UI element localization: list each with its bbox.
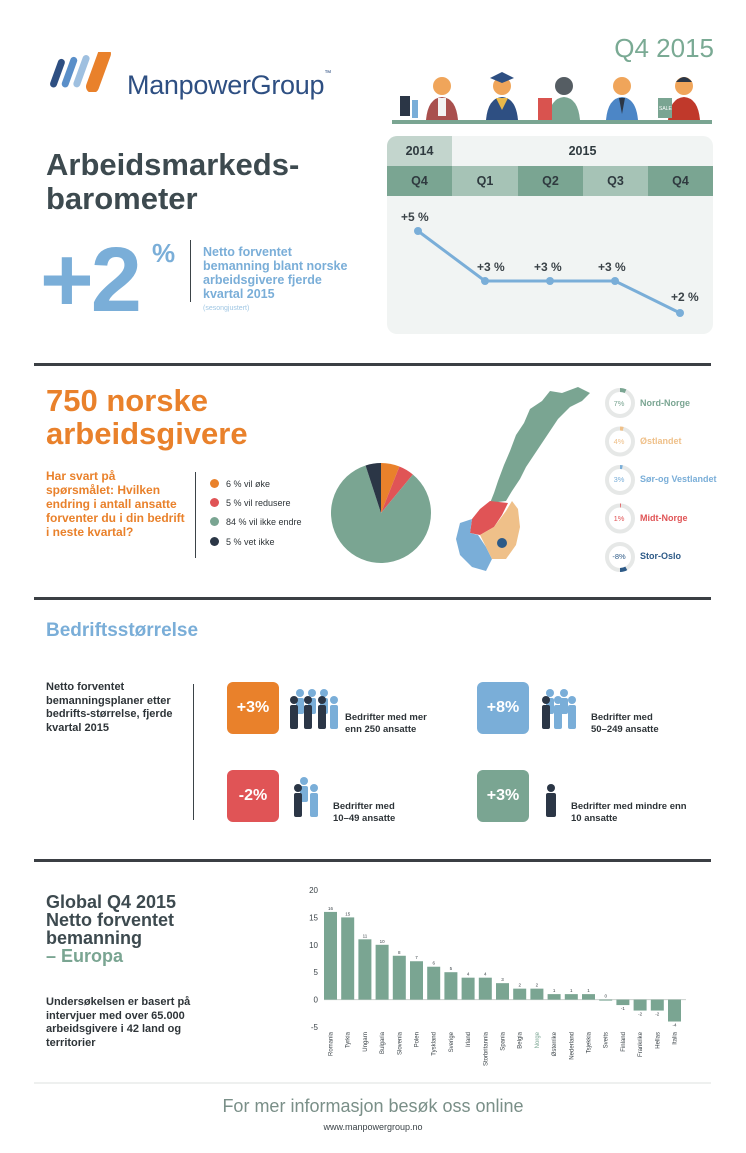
trend-value: +2 %	[671, 290, 699, 304]
quarter-label: Q3	[583, 166, 648, 196]
report-quarter: Q4 2015	[614, 33, 714, 63]
company-size-description: Netto forventet bemanningsplaner etter bedrifts-størrelse, fjerde kvartal 2015	[46, 681, 173, 734]
region-label-nord-norge: Nord-Norge	[640, 398, 690, 408]
people-large-icon	[286, 688, 342, 737]
global-title: Global Q4 2015 Netto forventet bemanning – Europa	[46, 892, 177, 966]
quarter-label: Q4	[648, 166, 713, 196]
bar	[444, 972, 457, 999]
region-value: 3%	[613, 475, 625, 484]
footer-url[interactable]: www.manpowergroup.no	[323, 1122, 423, 1132]
people-small-icon	[290, 776, 324, 825]
legend-divider	[195, 472, 196, 558]
footer-divider	[34, 1082, 711, 1084]
headline-value: +2	[40, 229, 139, 331]
category-label: Hellas	[655, 1032, 662, 1049]
legend-item-increase: 6 % vil øke	[210, 479, 270, 489]
size-label-micro: Bedrifter med mindre enn 10 ansatte	[571, 801, 687, 824]
bar-value-label: 2	[518, 982, 521, 988]
bar-value-label: 1	[587, 988, 590, 994]
size-badge-micro: +3%	[477, 770, 529, 822]
survey-pie-chart	[330, 462, 432, 564]
bar	[599, 1000, 612, 1001]
size-badge-medium: +8%	[477, 682, 529, 734]
category-label: Sverige	[448, 1032, 455, 1053]
bar	[341, 917, 354, 999]
category-label: Irland	[466, 1032, 473, 1048]
region-value: 7%	[613, 399, 625, 408]
y-tick-label: 20	[309, 886, 318, 895]
region-value: -8%	[612, 552, 626, 561]
quarterly-trend-panel	[387, 136, 713, 334]
bar	[393, 956, 406, 1000]
quarter-label: Q2	[518, 166, 583, 196]
bar-value-label: 1	[570, 988, 573, 994]
manpower-logo	[46, 52, 126, 92]
bar-value-label: 8	[398, 949, 401, 955]
trend-value: +5 %	[401, 210, 429, 224]
size-label-large: Bedrifter med mer enn 250 ansatte	[345, 712, 427, 735]
category-label: Sveits	[603, 1032, 610, 1049]
category-label: Tyrkia	[345, 1032, 352, 1049]
svg-text:SALE: SALE	[659, 106, 672, 112]
bar-value-label: 4	[466, 971, 470, 977]
bar-value-label: -4	[672, 1022, 677, 1028]
quarter-label: Q1	[452, 166, 518, 196]
norway-map	[450, 383, 595, 573]
category-label: Spania	[500, 1032, 507, 1051]
category-label: Frankrike	[638, 1032, 645, 1058]
company-size-divider	[193, 684, 194, 820]
bar-value-label: -1	[620, 1006, 625, 1012]
bar-value-label: -2	[638, 1011, 643, 1017]
bar-value-label: 5	[449, 966, 453, 972]
category-label: Polen	[414, 1032, 421, 1048]
y-tick-label: 10	[309, 940, 318, 950]
bar-value-label: -2	[655, 1011, 660, 1017]
bar	[651, 1000, 664, 1011]
size-badge-small: -2%	[227, 770, 279, 822]
survey-question: Har svart på spørsmålet: Hvilken endring i antall ansatte forventer du i din bedrift i neste kvartal?	[46, 469, 185, 539]
bar	[565, 994, 578, 999]
bar-value-label: 10	[379, 938, 385, 944]
bar	[668, 1000, 681, 1022]
category-label: Tyskland	[431, 1032, 438, 1056]
survey-title: 750 norske arbeidsgivere	[46, 383, 248, 451]
bar-value-label: 6	[432, 960, 435, 966]
legend-item-unchanged: 84 % vil ikke endre	[210, 517, 302, 527]
category-label: Finland	[620, 1032, 627, 1052]
section-divider	[34, 597, 711, 600]
section-divider	[34, 363, 711, 366]
global-description: Undersøkelsen er basert på intervjuer med over 65.000 arbeidsgivere i 42 land og territorier	[46, 996, 191, 1049]
bar	[358, 939, 371, 999]
size-label-medium: Bedrifter med 50–249 ansatte	[591, 712, 659, 735]
headline-unit: %	[152, 238, 176, 268]
y-tick-label: -5	[310, 1023, 318, 1032]
y-tick-label: 0	[313, 995, 318, 1005]
category-label: Belgia	[517, 1032, 524, 1049]
bar	[410, 961, 423, 999]
year-2015: 2015	[568, 144, 597, 158]
footer-title: For mer informasjon besøk oss online	[222, 1096, 524, 1116]
region-label-ostlandet: Østlandet	[640, 436, 682, 446]
y-tick-label: 5	[313, 968, 318, 978]
bar	[548, 994, 561, 999]
people-medium-icon	[538, 688, 582, 737]
europe-bar-chart	[300, 880, 700, 1080]
y-tick-label: 15	[309, 913, 318, 923]
category-label: Italia	[672, 1032, 679, 1045]
bar	[582, 994, 595, 999]
bar	[530, 989, 543, 1000]
bar	[324, 912, 337, 1000]
category-label: Østerrike	[552, 1032, 559, 1057]
bar	[496, 983, 509, 999]
bar-value-label: 4	[484, 971, 487, 977]
bar	[634, 1000, 647, 1011]
bar-value-label: 1	[552, 988, 556, 994]
bar-value-label: 7	[415, 955, 418, 961]
bar-value-label: 3	[501, 977, 504, 983]
page-title: Arbeidsmarkeds- barometer	[46, 147, 300, 216]
section-divider	[34, 859, 711, 862]
quarter-label: Q4	[387, 166, 452, 196]
category-label: Bulgaria	[380, 1032, 387, 1055]
person-micro-icon	[542, 784, 560, 823]
region-value: 1%	[613, 514, 625, 523]
bar-value-label: 11	[362, 933, 368, 939]
bar-value-label: 2	[535, 982, 539, 988]
region-value: 4%	[613, 437, 625, 446]
company-size-title: Bedriftsstørrelse	[46, 620, 199, 641]
bar	[479, 978, 492, 1000]
category-label: Slovenia	[397, 1032, 404, 1056]
category-label: Nederland	[569, 1032, 576, 1060]
legend-item-reduce: 5 % vil redusere	[210, 498, 291, 508]
legend-item-unknown: 5 % vet ikke	[210, 537, 275, 547]
bar	[513, 989, 526, 1000]
brand-name: ManpowerGroup™	[127, 70, 331, 100]
region-label-midt-norge: Midt-Norge	[640, 513, 688, 523]
bar-value-label: 16	[327, 905, 334, 911]
bar	[462, 978, 475, 1000]
category-label: Romania	[328, 1032, 335, 1057]
category-label: Norge	[534, 1032, 541, 1049]
headline-note: (sesongjustert)	[203, 305, 250, 312]
headline-description: Netto forventet bemanning blant norske arbeidsgivere fjerde kvartal 2015	[203, 245, 348, 301]
trend-value: +3 %	[598, 260, 626, 274]
bar	[616, 1000, 629, 1005]
trend-value: +3 %	[477, 260, 505, 274]
people-illustration	[392, 68, 712, 128]
headline-divider	[190, 240, 191, 302]
bar	[427, 967, 440, 1000]
year-2014: 2014	[387, 136, 452, 166]
trend-value: +3 %	[534, 260, 562, 274]
region-label-sor-vestlandet: Sør-og Vestlandet	[640, 474, 717, 484]
bar-value-label: 15	[345, 911, 351, 917]
region-label-stor-oslo: Stor-Oslo	[640, 551, 682, 561]
category-label: Tsjekkia	[586, 1032, 593, 1054]
category-label: Ungarn	[362, 1032, 369, 1052]
size-badge-large: +3%	[227, 682, 279, 734]
bar-value-label: 0	[604, 993, 607, 999]
bar	[376, 945, 389, 1000]
size-label-small: Bedrifter med 10–49 ansatte	[333, 801, 396, 824]
category-label: Storbritannia	[483, 1032, 490, 1067]
